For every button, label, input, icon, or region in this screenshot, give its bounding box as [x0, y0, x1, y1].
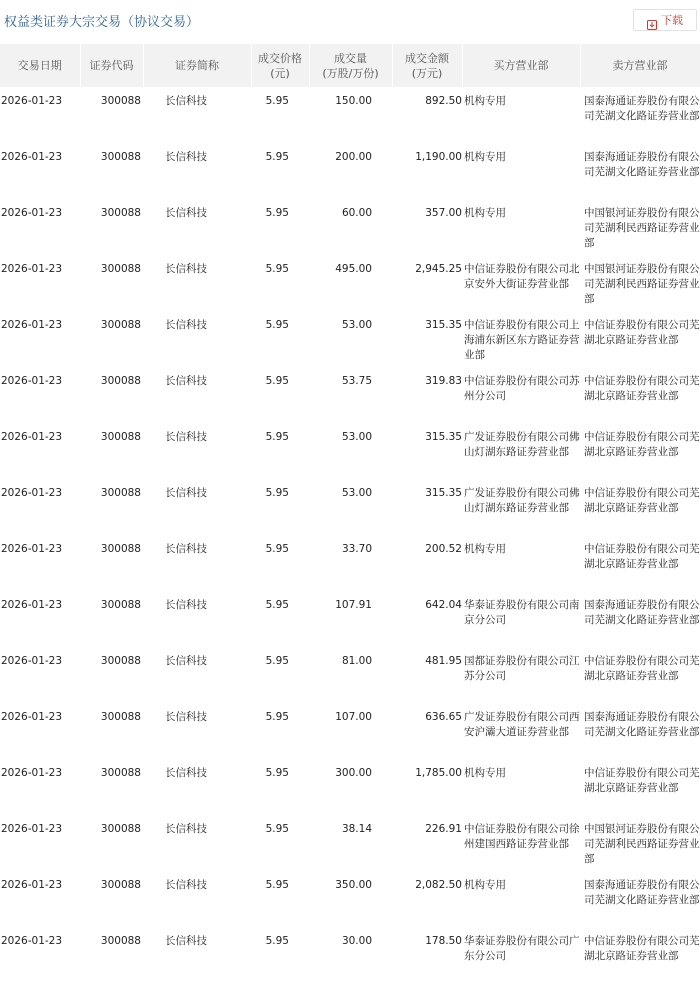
- table-cell: 481.95: [425, 655, 462, 667]
- table-cell: 国泰海通证券股份有限公司芜湖文化路证券营业部: [584, 711, 700, 738]
- column-header-label: 卖方营业部: [612, 59, 668, 72]
- table-cell: 300088: [100, 823, 141, 835]
- table-cell: 长信科技: [165, 151, 207, 163]
- table-cell: 长信科技: [165, 655, 207, 667]
- table-cell: 长信科技: [165, 487, 207, 499]
- column-header: [462, 44, 580, 87]
- table-cell: 5.95: [265, 879, 289, 891]
- table-row: [0, 591, 700, 647]
- table-cell: 中国银河证券股份有限公司芜湖利民西路证券营业部: [584, 823, 700, 865]
- table-header-row: [0, 44, 700, 87]
- table-cell: 226.91: [425, 823, 462, 835]
- table-cell: 107.91: [335, 599, 372, 611]
- table-cell: 长信科技: [165, 431, 207, 443]
- title-bar: [0, 0, 700, 38]
- table-cell: 长信科技: [165, 823, 207, 835]
- table-cell: 2,082.50: [415, 879, 462, 891]
- table-cell: 长信科技: [165, 935, 207, 947]
- table-cell: 2026-01-23: [1, 375, 63, 387]
- table-cell: 2026-01-23: [1, 263, 63, 275]
- table-cell: 2026-01-23: [1, 487, 63, 499]
- table-cell: 5.95: [265, 823, 289, 835]
- table-cell: 2026-01-23: [1, 599, 63, 611]
- table-cell: 广发证券股份有限公司佛山灯湖东路证券营业部: [464, 487, 580, 514]
- table-cell: 33.70: [341, 543, 372, 555]
- table-cell: 892.50: [425, 95, 462, 107]
- table-row: [0, 927, 700, 983]
- column-header-label: 证券代码: [89, 59, 134, 72]
- table-cell: 国泰海通证券股份有限公司芜湖文化路证券营业部: [584, 879, 700, 906]
- column-header-label: (万股/万份): [322, 66, 379, 80]
- table-cell: 2026-01-23: [1, 319, 63, 331]
- table-cell: 5.95: [265, 487, 289, 499]
- table-cell: 319.83: [425, 375, 462, 387]
- table-cell: 5.95: [265, 655, 289, 667]
- table-cell: 38.14: [341, 823, 372, 835]
- table-cell: 200.52: [425, 543, 462, 555]
- column-header: [309, 44, 392, 87]
- table-cell: 机构专用: [464, 151, 506, 163]
- table-cell: 华泰证券股份有限公司南京分公司: [464, 599, 580, 626]
- table-cell: 315.35: [425, 319, 462, 331]
- table-cell: 长信科技: [165, 319, 207, 331]
- table-cell: 中国银河证券股份有限公司芜湖利民西路证券营业部: [584, 263, 700, 305]
- table-cell: 5.95: [265, 599, 289, 611]
- table-cell: 300088: [100, 487, 141, 499]
- column-header-label: (元): [270, 66, 290, 80]
- table-cell: 5.95: [265, 431, 289, 443]
- column-header-label: 成交量: [334, 51, 367, 65]
- table-cell: 长信科技: [165, 599, 207, 611]
- table-cell: 300088: [100, 599, 141, 611]
- table-cell: 30.00: [341, 935, 372, 947]
- table-row: [0, 311, 700, 367]
- table-cell: 300088: [100, 151, 141, 163]
- table-cell: 中信证券股份有限公司芜湖北京路证券营业部: [584, 319, 700, 346]
- table-cell: 机构专用: [464, 767, 506, 779]
- table-cell: 300088: [100, 543, 141, 555]
- table-cell: 150.00: [335, 95, 372, 107]
- table-cell: 中信证券股份有限公司芜湖北京路证券营业部: [584, 431, 700, 458]
- table-cell: 60.00: [341, 207, 372, 219]
- table-cell: 2026-01-23: [1, 207, 63, 219]
- table-cell: 300088: [100, 375, 141, 387]
- table-cell: 5.95: [265, 935, 289, 947]
- table-cell: 中信证券股份有限公司芜湖北京路证券营业部: [584, 487, 700, 514]
- table-cell: 2026-01-23: [1, 879, 63, 891]
- table-cell: 中信证券股份有限公司苏州分公司: [464, 375, 580, 402]
- table-cell: 国泰海通证券股份有限公司芜湖文化路证券营业部: [584, 151, 700, 178]
- table-cell: 5.95: [265, 207, 289, 219]
- table-cell: 国都证券股份有限公司江苏分公司: [464, 655, 580, 682]
- table-row: [0, 815, 700, 871]
- table-cell: 广发证券股份有限公司西安沪灞大道证券营业部: [464, 711, 580, 738]
- table-cell: 315.35: [425, 487, 462, 499]
- table-cell: 5.95: [265, 95, 289, 107]
- table-cell: 5.95: [265, 263, 289, 275]
- table-row: [0, 87, 700, 143]
- column-header-label: 成交金额: [405, 51, 449, 65]
- table-cell: 机构专用: [464, 879, 506, 891]
- table-row: [0, 199, 700, 255]
- table-cell: 81.00: [341, 655, 372, 667]
- table-cell: 2,945.25: [415, 263, 462, 275]
- column-header-label: 买方营业部: [493, 59, 549, 72]
- table-cell: 300088: [100, 207, 141, 219]
- table-cell: 2026-01-23: [1, 935, 63, 947]
- table-cell: 广发证券股份有限公司佛山灯湖东路证券营业部: [464, 431, 580, 458]
- table-cell: 5.95: [265, 711, 289, 723]
- table-row: [0, 871, 700, 927]
- table-cell: 国泰海通证券股份有限公司芜湖文化路证券营业部: [584, 95, 700, 122]
- table-cell: 长信科技: [165, 207, 207, 219]
- table-cell: 长信科技: [165, 375, 207, 387]
- table-row: [0, 647, 700, 703]
- column-header-label: 交易日期: [17, 59, 62, 72]
- table-row: [0, 143, 700, 199]
- download-label: 下载: [661, 14, 683, 27]
- table-cell: 200.00: [335, 151, 372, 163]
- block-trade-table: [0, 44, 700, 983]
- column-header: [251, 44, 309, 87]
- table-cell: 中信证券股份有限公司芜湖北京路证券营业部: [584, 935, 700, 962]
- table-cell: 华泰证券股份有限公司广东分公司: [464, 935, 580, 962]
- table-row: [0, 479, 700, 535]
- table-cell: 300088: [100, 879, 141, 891]
- table-row: [0, 759, 700, 815]
- table-cell: 1,785.00: [415, 767, 462, 779]
- table-cell: 2026-01-23: [1, 431, 63, 443]
- column-header-label: (万元): [411, 66, 443, 80]
- table-cell: 2026-01-23: [1, 95, 63, 107]
- download-icon: [647, 15, 657, 25]
- table-cell: 2026-01-23: [1, 767, 63, 779]
- table-cell: 国泰海通证券股份有限公司芜湖文化路证券营业部: [584, 599, 700, 626]
- table-cell: 300088: [100, 431, 141, 443]
- table-cell: 53.75: [341, 375, 372, 387]
- table-cell: 长信科技: [165, 95, 207, 107]
- table-cell: 107.00: [335, 711, 372, 723]
- table-cell: 495.00: [335, 263, 372, 275]
- table-cell: 2026-01-23: [1, 151, 63, 163]
- table-cell: 5.95: [265, 375, 289, 387]
- table-cell: 53.00: [341, 487, 372, 499]
- table-cell: 中国银河证券股份有限公司芜湖利民西路证券营业部: [584, 207, 700, 249]
- page-title: 权益类证券大宗交易（协议交易）: [4, 15, 200, 30]
- table-row: [0, 535, 700, 591]
- table-cell: 178.50: [425, 935, 462, 947]
- table-cell: 5.95: [265, 543, 289, 555]
- table-cell: 中信证券股份有限公司芜湖北京路证券营业部: [584, 375, 700, 402]
- table-cell: 中信证券股份有限公司芜湖北京路证券营业部: [584, 543, 700, 570]
- table-cell: 长信科技: [165, 767, 207, 779]
- table-cell: 中信证券股份有限公司芜湖北京路证券营业部: [584, 767, 700, 794]
- table-cell: 中信证券股份有限公司北京安外大街证券营业部: [464, 263, 580, 290]
- column-header: [0, 44, 80, 87]
- table-cell: 300088: [100, 263, 141, 275]
- table-cell: 长信科技: [165, 263, 207, 275]
- table-row: [0, 255, 700, 311]
- table-cell: 5.95: [265, 319, 289, 331]
- table-cell: 机构专用: [464, 95, 506, 107]
- table-cell: 中信证券股份有限公司芜湖北京路证券营业部: [584, 655, 700, 682]
- table-row: [0, 423, 700, 479]
- table-cell: 53.00: [341, 319, 372, 331]
- table-cell: 350.00: [335, 879, 372, 891]
- table-row: [0, 703, 700, 759]
- table-cell: 2026-01-23: [1, 711, 63, 723]
- table-row: [0, 367, 700, 423]
- table-cell: 300088: [100, 655, 141, 667]
- column-header: [392, 44, 462, 87]
- download-button[interactable]: [633, 9, 697, 31]
- table-cell: 5.95: [265, 151, 289, 163]
- table-body: [0, 87, 700, 983]
- table-cell: 中信证券股份有限公司上海浦东新区东方路证券营业部: [464, 319, 580, 361]
- table-cell: 长信科技: [165, 879, 207, 891]
- table-cell: 2026-01-23: [1, 543, 63, 555]
- table-cell: 300.00: [335, 767, 372, 779]
- table-cell: 642.04: [425, 599, 462, 611]
- table-cell: 长信科技: [165, 711, 207, 723]
- table-cell: 53.00: [341, 431, 372, 443]
- column-header: [143, 44, 251, 87]
- table-cell: 300088: [100, 767, 141, 779]
- column-header: [80, 44, 143, 87]
- table-cell: 300088: [100, 711, 141, 723]
- table-cell: 357.00: [425, 207, 462, 219]
- table-cell: 300088: [100, 935, 141, 947]
- table-cell: 机构专用: [464, 543, 506, 555]
- table-cell: 300088: [100, 319, 141, 331]
- table-cell: 2026-01-23: [1, 655, 63, 667]
- table-cell: 636.65: [425, 711, 462, 723]
- table-cell: 1,190.00: [415, 151, 462, 163]
- column-header: [580, 44, 700, 87]
- column-header-label: 成交价格: [258, 51, 302, 65]
- table-cell: 机构专用: [464, 207, 506, 219]
- table-cell: 长信科技: [165, 543, 207, 555]
- column-header-label: 证券简称: [175, 59, 219, 72]
- table-cell: 300088: [100, 95, 141, 107]
- table-cell: 中信证券股份有限公司徐州建国西路证券营业部: [464, 823, 580, 850]
- table-cell: 2026-01-23: [1, 823, 63, 835]
- table-cell: 5.95: [265, 767, 289, 779]
- table-cell: 315.35: [425, 431, 462, 443]
